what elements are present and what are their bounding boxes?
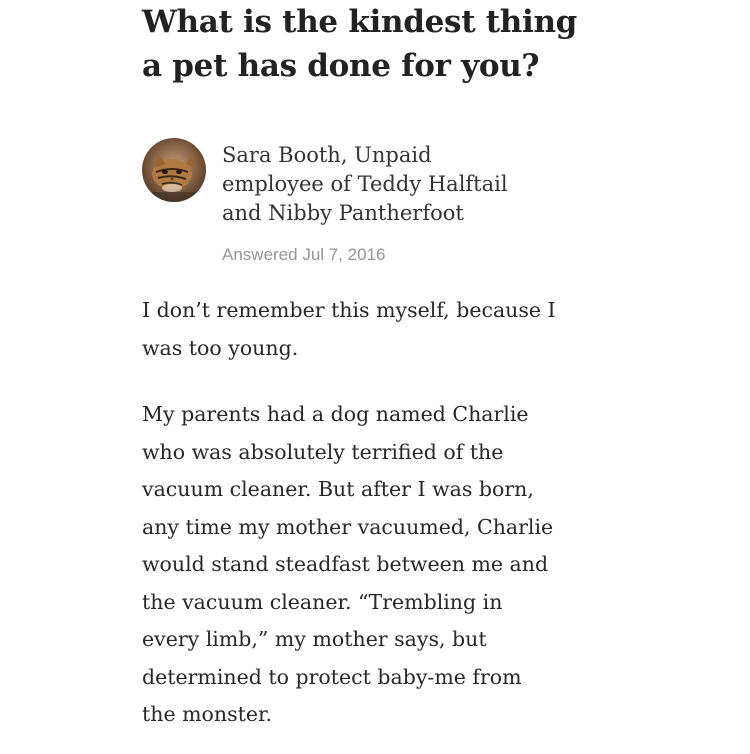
- answer-paragraph-1: I don’t remember this myself, because I was too young.: [142, 298, 556, 360]
- author-name[interactable]: Sara Booth, Unpaid employee of Teddy Halftail and Nibby Pantherfoot: [222, 143, 508, 225]
- author-block: [142, 138, 702, 268]
- answered-date[interactable]: Answered Jul 7, 2016: [222, 245, 386, 264]
- answer-paragraph-2: My parents had a dog named Charlie who was absolutely terrified of the vacuum cleaner. But after I was born, any time my mother vacuumed, Charlie would stand steadfast between me and the vacuum cleaner. “Trembling in every limb,” my mother says, but determined to protect baby-me from the monster.: [142, 402, 554, 726]
- question-title[interactable]: What is the kindest thing a pet has done for you?: [142, 4, 578, 84]
- cat-photo-avatar-icon[interactable]: [142, 138, 206, 202]
